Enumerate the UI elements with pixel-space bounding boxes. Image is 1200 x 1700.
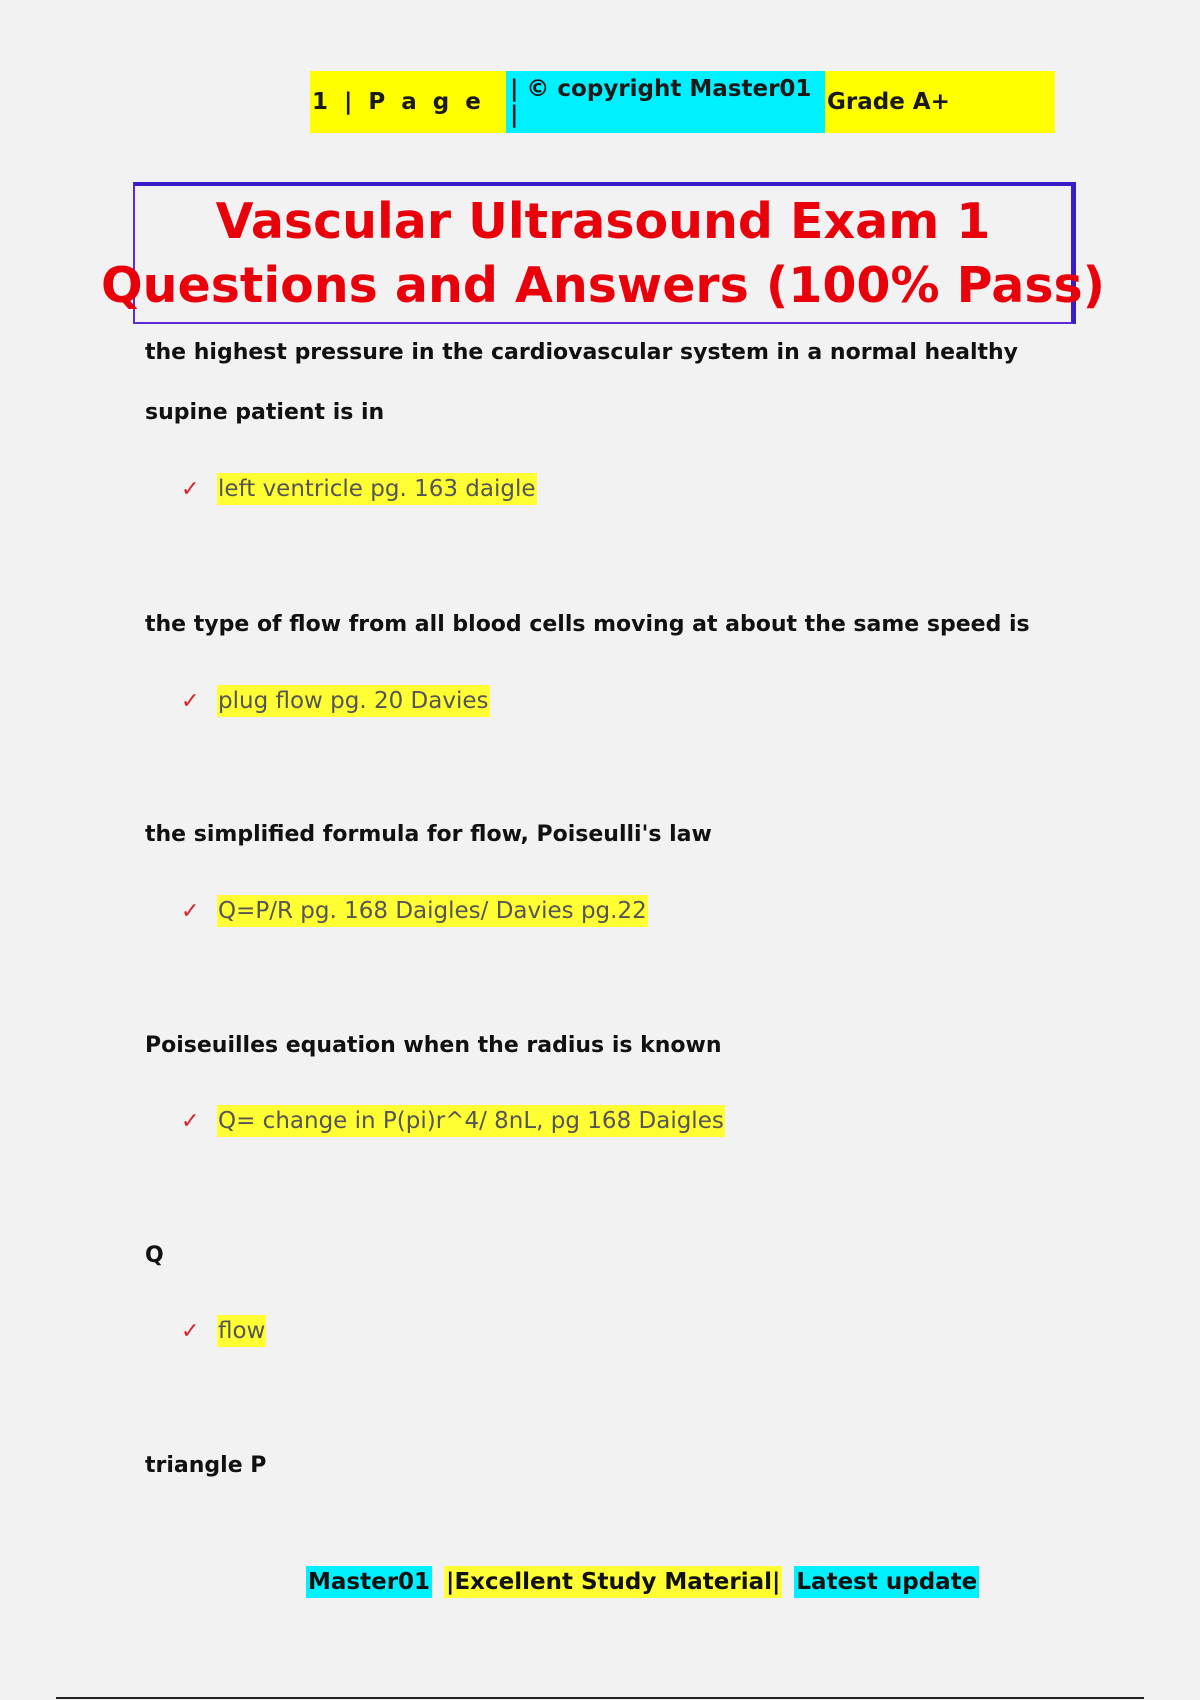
document-title-line-1: Vascular Ultrasound Exam 1 [215,193,991,250]
document-title-line-2: Questions and Answers (100% Pass) [100,257,1106,314]
question-text: Q [145,1243,164,1268]
checkmark-icon: ✓ [181,688,200,714]
checkmark-icon: ✓ [181,898,200,924]
page-footer [306,1566,979,1598]
answer-item [181,472,537,506]
answer-text: Q= change in P(pi)r^4/ 8nL, pg 168 Daigles [217,1105,725,1137]
page-number-label: 1 | P a g e [310,71,506,133]
checkmark-icon: ✓ [181,476,200,502]
bottom-divider [56,1697,1144,1699]
footer-brand: Master01 [306,1566,432,1598]
answer-text: flow [217,1315,266,1347]
question-text: the type of flow from all blood cells moving at about the same speed is [145,612,1030,637]
question-text: the simplified formula for flow, Poiseulli's law [145,822,712,847]
answer-item [181,1104,725,1138]
grade-label: Grade A+ [825,71,1055,133]
answer-text: Q=P/R pg. 168 Daigles/ Davies pg.22 [217,895,648,927]
document-title-box [100,182,1106,324]
footer-update: Latest update [794,1566,979,1598]
footer-material: |Excellent Study Material| [444,1566,782,1598]
question-text: the highest pressure in the cardiovascular system in a normal healthy supine patient is in [145,340,1019,425]
checkmark-icon: ✓ [181,1108,200,1134]
question-text: Poiseuilles equation when the radius is known [145,1033,722,1058]
answer-text: left ventricle pg. 163 daigle [217,473,537,505]
copyright-label: | © copyright Master01 | [506,71,825,133]
answer-text: plug flow pg. 20 Davies [217,685,490,717]
checkmark-icon: ✓ [181,1318,200,1344]
answer-item [181,684,490,718]
answer-item [181,894,648,928]
answer-item [181,1314,266,1348]
page-header [310,71,1055,133]
question-text: triangle P [145,1453,267,1478]
